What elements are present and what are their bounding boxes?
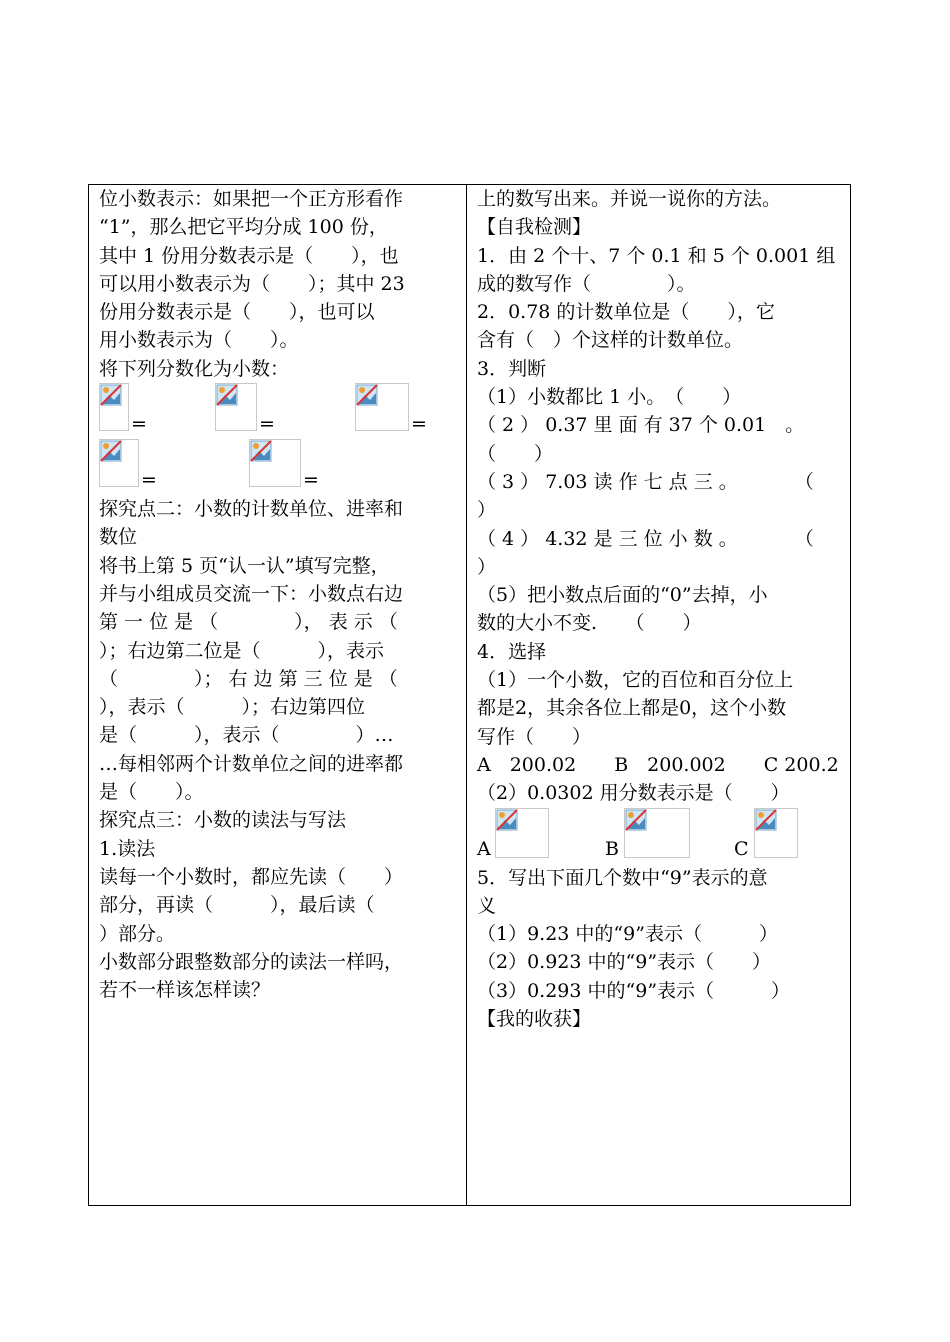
left-column [99,185,456,1004]
section-heading: 【我的收获】 [477,1008,592,1031]
text-line: 将下列分数化为小数： [99,357,290,380]
equals-sign: = [141,469,157,492]
fraction-image [355,383,409,431]
section-heading: 【自我检测】 [477,216,592,239]
text-line: ） [477,555,497,578]
broken-image-icon [356,384,378,406]
text-line: （5）把小数点后面的“0”去掉，小 [477,584,768,607]
fraction-image [249,439,301,487]
text-line: （1）小数都比 1 小。 （ ） [477,386,742,409]
text-line: ） [477,499,497,522]
text-line: 1.读法 [99,837,156,860]
text-line: 5．写出下面几个数中“9”表示的意 [477,866,768,889]
choice-options-row [477,808,845,864]
text-line: 是（ ）。 [99,781,204,804]
fraction-image [99,383,129,431]
column-divider [466,185,467,1205]
text-line: ）部分。 [99,922,176,945]
broken-image-icon [100,384,122,406]
text-line: 1．由 2 个十、7 个 0.1 和 5 个 0.001 组 [477,244,836,267]
worksheet-table [88,184,851,1206]
text-line: …每相邻两个计数单位之间的进率都 [99,752,404,775]
text-line: 2．0.78 的计数单位是（ ），它 [477,301,775,324]
text-line: 读每一个小数时，都应先读（ ） [99,865,404,888]
text-line: 第 一 位 是 （ ）， 表 示 （ [99,611,398,634]
text-line: 是（ ），表示（ ）… [99,724,394,747]
text-line: （3）0.293 中的“9”表示（ ） [477,979,791,1002]
text-line: （2）0.0302 用分数表示是（ ） [477,782,790,805]
text-line: （ ） [477,442,554,465]
text-line: ）；右边第二位是（ ），表示 [99,639,385,662]
text-line: （1）9.23 中的“9”表示（ ） [477,923,778,946]
fraction-image [215,383,257,431]
fraction-image [99,439,139,487]
fraction-row-2 [99,439,456,495]
option-a-label: A [477,837,491,860]
text-line: ），表示（ ）；右边第四位 [99,696,366,719]
broken-image-icon [100,440,122,462]
section-heading: 探究点二：小数的计数单位、进率和 [99,498,404,521]
broken-image-icon [625,809,647,831]
text-line: 成的数写作（ ）。 [477,272,696,295]
text-line: 将书上第 5 页“认一认”填写完整， [99,554,390,577]
broken-image-icon [250,440,272,462]
text-line: 都是2，其余各位上都是0，这个小数 [477,697,787,720]
text-line: “1”，那么把它平均分成 100 份， [99,216,388,239]
text-line: 数的大小不变. （ ） [477,612,702,635]
text-line: 4．选择 [477,640,547,663]
text-line: 数位 [99,526,138,549]
text-line: 3．判断 [477,357,547,380]
text-line: 小数部分跟整数部分的读法一样吗， [99,950,404,973]
text-line: 写作（ ） [477,725,592,748]
broken-image-icon [496,809,518,831]
text-line: （ 4 ） 4.32 是 三 位 小 数 。 （ [477,527,814,550]
text-line: （ ）； 右 边 第 三 位 是 （ [99,667,398,690]
text-line: 含有（ ）个这样的计数单位。 [477,329,744,352]
text-line: 义 [477,894,497,917]
option-a-fraction-image [495,808,549,858]
text-line: 并与小组成员交流一下：小数点右边 [99,582,404,605]
text-line: 可以用小数表示为（ ）；其中 23 [99,272,405,295]
equals-sign: = [303,469,319,492]
text-line: 位小数表示：如果把一个正方形看作 [99,188,404,210]
text-line: 其中 1 份用分数表示是（ ），也 [99,244,399,267]
equals-sign: = [411,413,427,436]
broken-image-icon [755,809,777,831]
text-line: 若不一样该怎样读？ [99,979,271,1002]
option-c-fraction-image [754,808,798,858]
section-heading: 探究点三：小数的读法与写法 [99,809,347,832]
text-line: （2）0.923 中的“9”表示（ ） [477,951,772,974]
equals-sign: = [131,413,147,436]
broken-image-icon [216,384,238,406]
text-line: 用小数表示为（ ）。 [99,329,299,352]
text-line: 部分，再读（ ），最后读（ [99,894,375,917]
text-line: 份用分数表示是（ ），也可以 [99,301,375,324]
option-c-label: C [734,837,749,860]
fraction-row-1 [99,383,456,439]
equals-sign: = [259,413,275,436]
text-line: （ 2 ） 0.37 里 面 有 37 个 0.01 。 [477,414,805,437]
text-line: （1）一个小数，它的百位和百分位上 [477,669,794,692]
text-line: 上的数写出来。并说一说你的方法。 [477,188,782,210]
option-b-label: B [605,837,619,860]
right-column [477,185,845,1033]
text-line: A 200.02 B 200.002 C 200.2 [477,753,839,776]
text-line: （ 3 ） 7.03 读 作 七 点 三 。 （ [477,470,814,493]
option-b-fraction-image [624,808,690,858]
